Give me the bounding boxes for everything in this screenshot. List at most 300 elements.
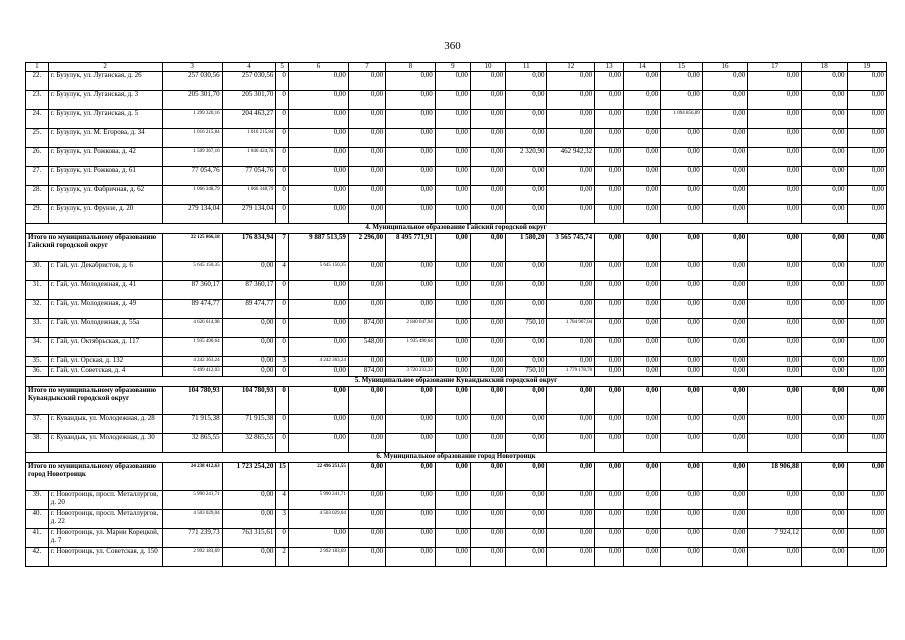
value-cell: 0,00 — [470, 300, 505, 319]
value-cell: 874,00 — [348, 319, 385, 338]
value-cell: 0,00 — [847, 300, 886, 319]
section-title: 6. Муниципальное образование город Новотроицк — [26, 453, 887, 463]
value-cell: 0,00 — [348, 491, 385, 510]
value-cell: 0,00 — [847, 148, 886, 167]
value-cell: 0,00 — [702, 205, 748, 224]
value-cell: 1 066 348,79 — [162, 186, 222, 205]
value-cell: 0,00 — [348, 91, 385, 110]
value-cell: 0,00 — [348, 415, 385, 434]
value-cell: 32 865,55 — [162, 434, 222, 453]
value-cell: 0,00 — [435, 548, 470, 567]
value-cell: 874,00 — [348, 367, 385, 377]
total-cell: 0,00 — [661, 234, 702, 262]
value-cell: 0,00 — [802, 491, 848, 510]
address-cell: г. Гай, ул. Октябрьская, д. 117 — [48, 338, 162, 357]
value-cell: 0,00 — [470, 72, 505, 91]
value-cell: 0,00 — [547, 262, 595, 281]
table-row — [26, 529, 887, 548]
value-cell: 0,00 — [470, 148, 505, 167]
value-cell: 0,00 — [748, 415, 802, 434]
value-cell: 0,00 — [624, 129, 661, 148]
total-cell: 0,00 — [470, 387, 505, 415]
total-cell: 3 565 745,74 — [547, 234, 595, 262]
value-cell: 0,00 — [348, 300, 385, 319]
value-cell: 0,00 — [547, 129, 595, 148]
row-number: 34. — [26, 338, 49, 357]
value-cell: 0,00 — [661, 357, 702, 367]
row-number: 26. — [26, 148, 49, 167]
value-cell: 0,00 — [847, 529, 886, 548]
header-row — [26, 63, 887, 72]
value-cell: 0,00 — [506, 91, 547, 110]
total-cell: 0,00 — [802, 463, 848, 491]
value-cell: 0,00 — [802, 129, 848, 148]
value-cell: 0 — [276, 300, 288, 319]
value-cell: 0,00 — [661, 434, 702, 453]
value-cell: 0,00 — [624, 300, 661, 319]
value-cell: 0,00 — [348, 529, 385, 548]
row-number: 33. — [26, 319, 49, 338]
value-cell: 0,00 — [222, 262, 276, 281]
value-cell: 0,00 — [506, 300, 547, 319]
total-row — [26, 463, 887, 491]
value-cell: 0,00 — [386, 186, 436, 205]
row-number: 41. — [26, 529, 49, 548]
value-cell: 0,00 — [847, 262, 886, 281]
row-number: 28. — [26, 186, 49, 205]
value-cell: 771 239,73 — [162, 529, 222, 548]
value-cell: 0,00 — [547, 281, 595, 300]
header-cell: 19 — [847, 63, 886, 72]
value-cell: 0,00 — [595, 300, 624, 319]
row-number: 24. — [26, 110, 49, 129]
value-cell: 0,00 — [595, 529, 624, 548]
total-cell: 0,00 — [748, 387, 802, 415]
value-cell: 0,00 — [470, 529, 505, 548]
value-cell: 0 — [276, 186, 288, 205]
value-cell: 0,00 — [847, 91, 886, 110]
value-cell: 0,00 — [802, 367, 848, 377]
value-cell: 0,00 — [386, 167, 436, 186]
total-label: Итого по муниципальному образованию Гайский городской округ — [26, 234, 163, 262]
value-cell: 0,00 — [435, 167, 470, 186]
value-cell: 1 094 856,89 — [661, 110, 702, 129]
value-cell: 0,00 — [802, 529, 848, 548]
value-cell: 0,00 — [386, 205, 436, 224]
value-cell: 0,00 — [802, 205, 848, 224]
value-cell: 0,00 — [661, 91, 702, 110]
value-cell: 0,00 — [748, 510, 802, 529]
value-cell: 0,00 — [386, 434, 436, 453]
header-cell: 11 — [506, 63, 547, 72]
value-cell: 0,00 — [847, 434, 886, 453]
address-cell: г. Бузулук, ул. Луганская, д. 5 — [48, 110, 162, 129]
value-cell: 0,00 — [802, 357, 848, 367]
value-cell: 0,00 — [386, 510, 436, 529]
value-cell: 0,00 — [847, 205, 886, 224]
value-cell: 2 840 047,94 — [386, 319, 436, 338]
total-cell: 0,00 — [435, 463, 470, 491]
address-cell: г. Кувандык, ул. Молодежная, д. 28 — [48, 415, 162, 434]
value-cell: 7 924,12 — [748, 529, 802, 548]
value-cell: 0,00 — [506, 129, 547, 148]
value-cell: 0,00 — [661, 529, 702, 548]
value-cell: 0,00 — [435, 434, 470, 453]
row-number: 32. — [26, 300, 49, 319]
table-row — [26, 367, 887, 377]
value-cell: 0,00 — [470, 491, 505, 510]
value-cell: 0,00 — [547, 510, 595, 529]
total-cell: 0,00 — [386, 463, 436, 491]
row-number: 29. — [26, 205, 49, 224]
value-cell: 0 — [276, 319, 288, 338]
total-cell: 24 238 412,63 — [162, 463, 222, 491]
total-cell: 0,00 — [470, 463, 505, 491]
row-number: 31. — [26, 281, 49, 300]
value-cell: 0,00 — [702, 357, 748, 367]
address-cell: г. Гай, ул. Орская, д. 132 — [48, 357, 162, 367]
value-cell: 548,00 — [348, 338, 385, 357]
value-cell: 0,00 — [506, 529, 547, 548]
value-cell: 0,00 — [661, 167, 702, 186]
value-cell: 0,00 — [506, 262, 547, 281]
table-row — [26, 72, 887, 91]
value-cell: 0,00 — [847, 491, 886, 510]
table-row — [26, 262, 887, 281]
value-cell: 0,00 — [348, 110, 385, 129]
value-cell: 0,00 — [847, 129, 886, 148]
address-cell: г. Бузулук, ул. М. Егорова, д. 34 — [48, 129, 162, 148]
total-cell: 0,00 — [702, 387, 748, 415]
value-cell: 0,00 — [595, 510, 624, 529]
value-cell: 0,00 — [624, 357, 661, 367]
value-cell: 0,00 — [661, 129, 702, 148]
value-cell: 0,00 — [435, 110, 470, 129]
value-cell: 0,00 — [802, 72, 848, 91]
value-cell: 0,00 — [748, 300, 802, 319]
total-label: Итого по муниципальному образованию Кувандыкский городской округ — [26, 387, 163, 415]
value-cell: 0,00 — [661, 300, 702, 319]
value-cell: 0,00 — [435, 338, 470, 357]
value-cell: 3 720 233,33 — [386, 367, 436, 377]
value-cell: 0,00 — [435, 262, 470, 281]
total-cell: 0,00 — [661, 463, 702, 491]
table-row — [26, 434, 887, 453]
address-cell: г. Бузулук, ул. Фабричная, д. 62 — [48, 186, 162, 205]
row-number: 35. — [26, 357, 49, 367]
value-cell: 0,00 — [386, 148, 436, 167]
section-row — [26, 453, 887, 463]
address-cell: г. Новотроицк, ул. Советская, д. 150 — [48, 548, 162, 567]
value-cell: 0,00 — [847, 110, 886, 129]
total-cell: 9 887 513,59 — [288, 234, 348, 262]
value-cell: 0,00 — [595, 148, 624, 167]
value-cell: 0,00 — [386, 281, 436, 300]
total-cell: 0,00 — [624, 234, 661, 262]
value-cell: 0,00 — [386, 548, 436, 567]
total-cell: 0,00 — [802, 387, 848, 415]
value-cell: 0,00 — [847, 367, 886, 377]
value-cell: 0,00 — [435, 72, 470, 91]
value-cell: 2 — [276, 548, 288, 567]
total-cell: 104 780,93 — [162, 387, 222, 415]
total-cell: 0,00 — [661, 387, 702, 415]
value-cell: 0,00 — [348, 186, 385, 205]
value-cell: 279 134,04 — [162, 205, 222, 224]
value-cell: 0,00 — [470, 357, 505, 367]
value-cell: 0,00 — [288, 300, 348, 319]
value-cell: 32 865,55 — [222, 434, 276, 453]
total-cell: 1 723 254,20 — [222, 463, 276, 491]
value-cell: 0,00 — [702, 262, 748, 281]
value-cell: 0,00 — [748, 262, 802, 281]
value-cell: 0,00 — [547, 167, 595, 186]
value-cell: 0,00 — [506, 357, 547, 367]
value-cell: 0,00 — [748, 167, 802, 186]
value-cell: 0,00 — [661, 72, 702, 91]
table-row — [26, 338, 887, 357]
value-cell: 0,00 — [595, 186, 624, 205]
value-cell: 4 — [276, 491, 288, 510]
value-cell: 0,00 — [702, 186, 748, 205]
header-cell: 17 — [748, 63, 802, 72]
value-cell: 0,00 — [348, 148, 385, 167]
value-cell: 0,00 — [222, 367, 276, 377]
table-row — [26, 205, 887, 224]
value-cell: 0,00 — [348, 205, 385, 224]
value-cell: 0,00 — [595, 91, 624, 110]
value-cell: 0,00 — [748, 91, 802, 110]
value-cell: 0,00 — [288, 338, 348, 357]
value-cell: 0,00 — [288, 367, 348, 377]
value-cell: 0,00 — [802, 281, 848, 300]
value-cell: 1 935 490,64 — [162, 338, 222, 357]
value-cell: 0,00 — [702, 434, 748, 453]
total-cell: 0,00 — [547, 387, 595, 415]
value-cell: 5 499 412,03 — [162, 367, 222, 377]
value-cell: 0,00 — [386, 129, 436, 148]
row-number: 27. — [26, 167, 49, 186]
value-cell: 0,00 — [288, 186, 348, 205]
value-cell: 0,00 — [506, 110, 547, 129]
value-cell: 0,00 — [435, 367, 470, 377]
value-cell: 0,00 — [547, 338, 595, 357]
value-cell: 2 992 183,69 — [162, 548, 222, 567]
value-cell: 0,00 — [847, 186, 886, 205]
value-cell: 0,00 — [847, 510, 886, 529]
value-cell: 0,00 — [624, 548, 661, 567]
value-cell: 0,00 — [624, 186, 661, 205]
value-cell: 0,00 — [547, 72, 595, 91]
value-cell: 0,00 — [506, 186, 547, 205]
value-cell: 0,00 — [288, 91, 348, 110]
value-cell: 87 360,17 — [222, 281, 276, 300]
table-row — [26, 357, 887, 367]
header-cell: 9 — [435, 63, 470, 72]
value-cell: 0,00 — [386, 357, 436, 367]
value-cell: 0,00 — [470, 319, 505, 338]
header-cell: 12 — [547, 63, 595, 72]
total-cell: 18 906,88 — [748, 463, 802, 491]
address-cell: г. Гай, ул. Советская, д. 4 — [48, 367, 162, 377]
value-cell: 0,00 — [595, 357, 624, 367]
total-cell: 0,00 — [847, 463, 886, 491]
value-cell: 0,00 — [661, 148, 702, 167]
value-cell: 0,00 — [386, 529, 436, 548]
value-cell: 0,00 — [748, 129, 802, 148]
value-cell: 0,00 — [661, 205, 702, 224]
value-cell: 0,00 — [288, 129, 348, 148]
total-cell: 7 — [276, 234, 288, 262]
total-cell: 0,00 — [348, 463, 385, 491]
address-cell: г. Новотроицк, ул. Марии Корецкой, д. 7 — [48, 529, 162, 548]
value-cell: 0,00 — [847, 72, 886, 91]
value-cell: 0,00 — [748, 367, 802, 377]
value-cell: 0,00 — [802, 262, 848, 281]
value-cell: 0,00 — [506, 510, 547, 529]
value-cell: 0 — [276, 529, 288, 548]
row-number: 23. — [26, 91, 49, 110]
total-cell: 176 834,94 — [222, 234, 276, 262]
value-cell: 205 301,70 — [162, 91, 222, 110]
total-cell: 2 296,00 — [348, 234, 385, 262]
value-cell: 0,00 — [847, 319, 886, 338]
value-cell: 0,00 — [702, 510, 748, 529]
value-cell: 0,00 — [748, 548, 802, 567]
value-cell: 0,00 — [547, 529, 595, 548]
value-cell: 89 474,77 — [162, 300, 222, 319]
value-cell: 0,00 — [348, 281, 385, 300]
address-cell: г. Бузулук, ул. Луганская, д. 26 — [48, 72, 162, 91]
value-cell: 2 992 183,69 — [288, 548, 348, 567]
value-cell: 0,00 — [506, 338, 547, 357]
value-cell: 0,00 — [595, 72, 624, 91]
value-cell: 0,00 — [661, 262, 702, 281]
value-cell: 0,00 — [288, 415, 348, 434]
total-cell: 15 — [276, 463, 288, 491]
value-cell: 0,00 — [435, 415, 470, 434]
value-cell: 0,00 — [702, 491, 748, 510]
value-cell: 0,00 — [348, 548, 385, 567]
value-cell: 0,00 — [435, 129, 470, 148]
value-cell: 3 — [276, 510, 288, 529]
total-cell: 0,00 — [506, 387, 547, 415]
value-cell: 0,00 — [748, 338, 802, 357]
value-cell: 0,00 — [702, 148, 748, 167]
value-cell: 0,00 — [386, 262, 436, 281]
value-cell: 0,00 — [595, 129, 624, 148]
header-cell: 14 — [624, 63, 661, 72]
value-cell: 0,00 — [624, 148, 661, 167]
value-cell: 1 509 367,10 — [162, 148, 222, 167]
value-cell: 0,00 — [748, 72, 802, 91]
value-cell: 0,00 — [506, 434, 547, 453]
total-cell: 0,00 — [386, 387, 436, 415]
total-cell: 0 — [276, 387, 288, 415]
value-cell: 0,00 — [435, 319, 470, 338]
row-number: 22. — [26, 72, 49, 91]
total-cell: 22 125 866,18 — [162, 234, 222, 262]
address-cell: г. Бузулук, ул. Фрунзе, д. 20 — [48, 205, 162, 224]
value-cell: 0,00 — [222, 491, 276, 510]
value-cell: 4 242 363,24 — [162, 357, 222, 367]
value-cell: 0,00 — [386, 110, 436, 129]
address-cell: г. Новотроицк, просп. Металлургов, д. 22 — [48, 510, 162, 529]
value-cell: 77 054,76 — [222, 167, 276, 186]
value-cell: 0,00 — [624, 338, 661, 357]
value-cell: 4 — [276, 262, 288, 281]
value-cell: 0,00 — [595, 338, 624, 357]
value-cell: 0,00 — [470, 205, 505, 224]
value-cell: 0,00 — [435, 281, 470, 300]
value-cell: 0 — [276, 148, 288, 167]
value-cell: 0,00 — [661, 491, 702, 510]
table-row — [26, 415, 887, 434]
value-cell: 0,00 — [348, 129, 385, 148]
value-cell: 0,00 — [624, 491, 661, 510]
row-number: 30. — [26, 262, 49, 281]
table-row — [26, 548, 887, 567]
header-cell: 15 — [661, 63, 702, 72]
value-cell: 0,00 — [702, 415, 748, 434]
total-cell: 0,00 — [702, 463, 748, 491]
value-cell: 1 046 424,78 — [222, 148, 276, 167]
value-cell: 0,00 — [802, 338, 848, 357]
value-cell: 4 626 614,98 — [162, 319, 222, 338]
total-cell: 1 580,20 — [506, 234, 547, 262]
value-cell: 71 915,38 — [222, 415, 276, 434]
value-cell: 0,00 — [748, 110, 802, 129]
value-cell: 0,00 — [288, 72, 348, 91]
value-cell: 0,00 — [348, 167, 385, 186]
value-cell: 0,00 — [288, 167, 348, 186]
value-cell: 0,00 — [661, 338, 702, 357]
total-cell: 0,00 — [470, 234, 505, 262]
header-cell: 3 — [162, 63, 222, 72]
value-cell: 0,00 — [547, 491, 595, 510]
value-cell: 0,00 — [470, 434, 505, 453]
page-number: 360 — [444, 40, 461, 52]
value-cell: 0,00 — [506, 415, 547, 434]
total-cell: 0,00 — [288, 387, 348, 415]
data-table — [25, 62, 887, 567]
section-row — [26, 224, 887, 234]
row-number: 42. — [26, 548, 49, 567]
value-cell: 204 463,27 — [222, 110, 276, 129]
value-cell: 0,00 — [661, 281, 702, 300]
value-cell: 4 503 029,04 — [288, 510, 348, 529]
row-number: 40. — [26, 510, 49, 529]
value-cell: 0,00 — [702, 548, 748, 567]
value-cell: 0,00 — [547, 91, 595, 110]
value-cell: 87 360,17 — [162, 281, 222, 300]
value-cell: 0,00 — [595, 205, 624, 224]
value-cell: 0,00 — [802, 167, 848, 186]
value-cell: 0,00 — [547, 110, 595, 129]
value-cell: 0,00 — [470, 548, 505, 567]
value-cell: 0,00 — [595, 262, 624, 281]
value-cell: 0,00 — [702, 281, 748, 300]
value-cell: 0,00 — [661, 367, 702, 377]
total-cell: 0,00 — [624, 387, 661, 415]
value-cell: 0,00 — [802, 186, 848, 205]
value-cell: 0,00 — [435, 186, 470, 205]
value-cell: 0,00 — [702, 367, 748, 377]
value-cell: 0,00 — [470, 510, 505, 529]
total-cell: 0,00 — [847, 234, 886, 262]
value-cell: 3 — [276, 357, 288, 367]
value-cell: 0 — [276, 281, 288, 300]
